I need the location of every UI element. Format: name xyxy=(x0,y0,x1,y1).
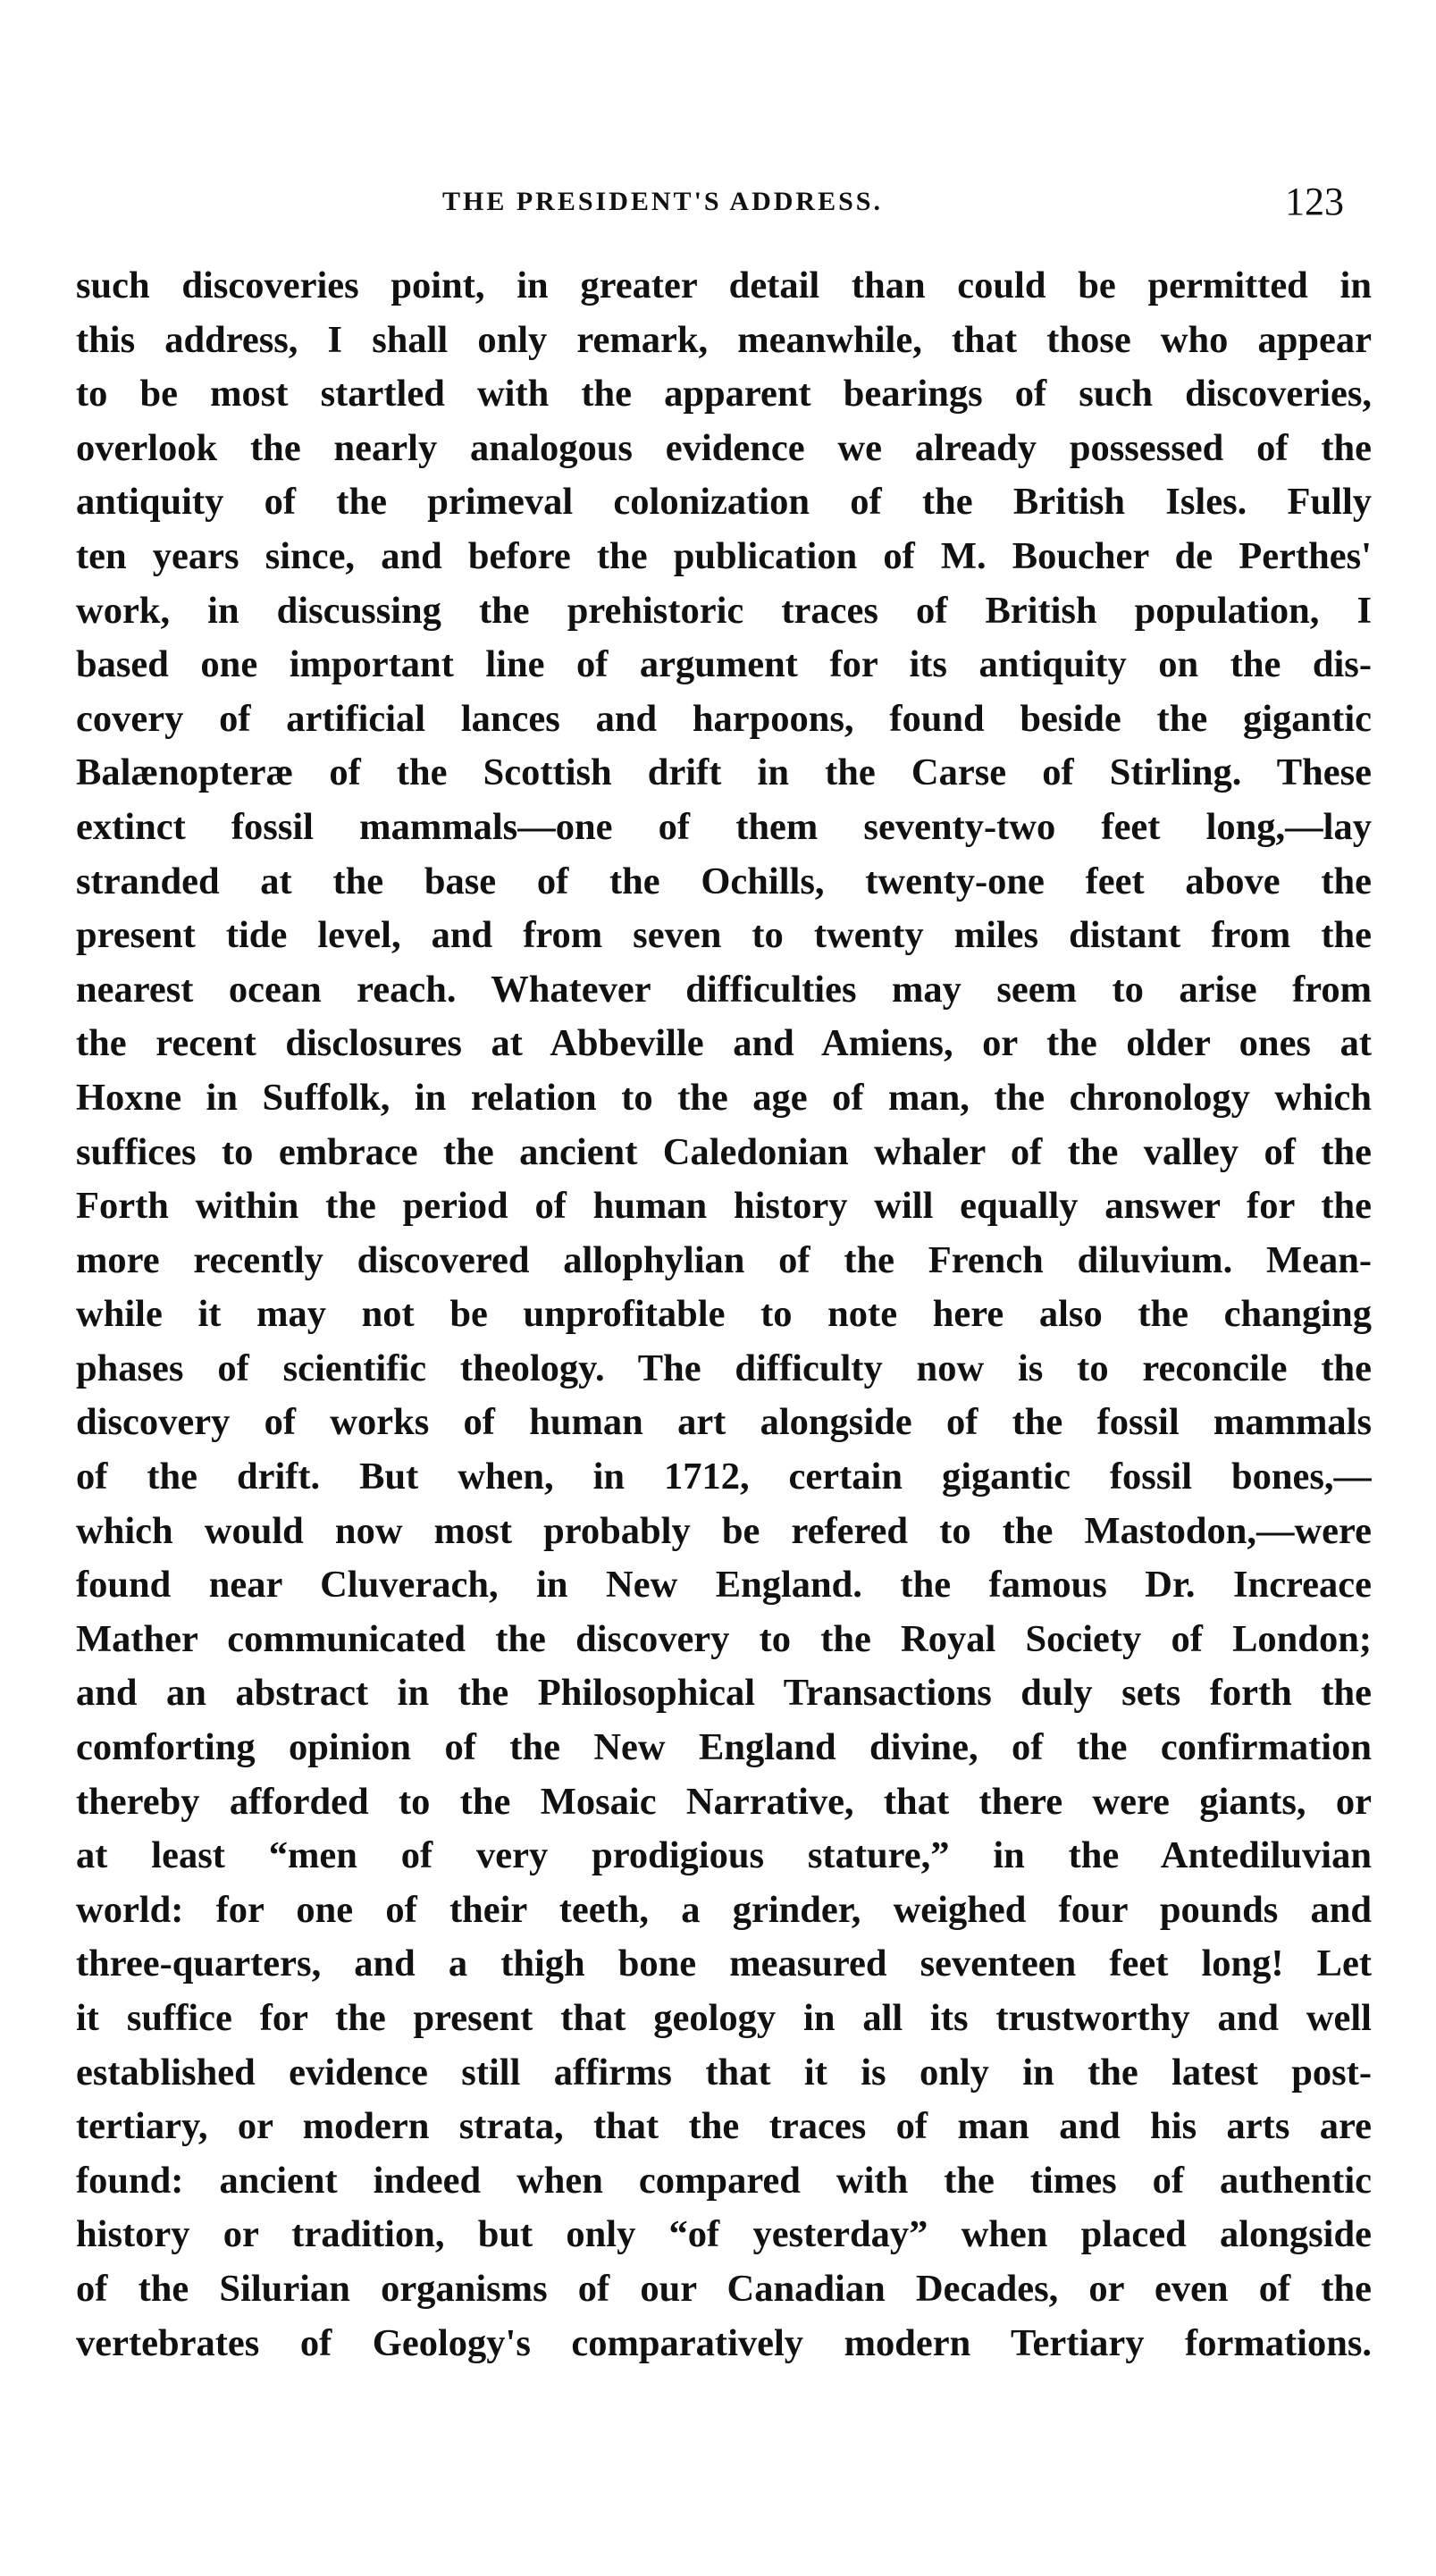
text-line: Forth within the period of human history will equally answer for the xyxy=(76,1185,1372,1228)
text-line: world: for one of their teeth, a grinder, weighed four pounds and xyxy=(76,1888,1372,1931)
page-header xyxy=(0,175,1436,229)
text-line: the recent disclosures at Abbeville and Amiens, or the older ones at xyxy=(76,1022,1372,1065)
text-line: based one important line of argument for its antiquity on the dis- xyxy=(76,643,1372,686)
text-line: nearest ocean reach. Whatever difficulties may seem to arise from xyxy=(76,968,1372,1011)
text-line: three-quarters, and a thigh bone measured seventeen feet long! Let xyxy=(76,1942,1372,1985)
text-line: stranded at the base of the Ochills, twenty-one feet above the xyxy=(76,860,1372,902)
text-line: which would now most probably be refered to the Mastodon,—were xyxy=(76,1509,1372,1552)
text-line: discovery of works of human art alongside of the fossil mammals xyxy=(76,1401,1372,1444)
text-line: vertebrates of Geology's comparatively modern Tertiary formations. xyxy=(76,2321,1372,2364)
text-line: at least “men of very prodigious stature,” in the Antediluvian xyxy=(76,1834,1372,1877)
text-line: phases of scientific theology. The difficulty now is to reconcile the xyxy=(76,1347,1372,1389)
text-line: Balænopteræ of the Scottish drift in the Carse of Stirling. These xyxy=(76,751,1372,794)
text-line: work, in discussing the prehistoric traces of British population, I xyxy=(76,589,1372,632)
text-line: history or tradition, but only “of yesterday” when placed alongside xyxy=(76,2213,1372,2256)
text-line: suffices to embrace the ancient Caledonian whaler of the valley of the xyxy=(76,1130,1372,1173)
running-head: THE PRESIDENT'S ADDRESS. xyxy=(442,187,883,216)
text-line: such discoveries point, in greater detail than could be permitted in xyxy=(76,264,1372,306)
text-line: ten years since, and before the publication of M. Boucher de Perthes' xyxy=(76,534,1372,577)
text-line: while it may not be unprofitable to note here also the changing xyxy=(76,1293,1372,1336)
text-line: more recently discovered allophylian of the French diluvium. Mean- xyxy=(76,1238,1372,1281)
text-line: this address, I shall only remark, meanwhile, that those who appear xyxy=(76,318,1372,361)
text-line: found: ancient indeed when compared with the times of authentic xyxy=(76,2159,1372,2202)
page-number: 123 xyxy=(1285,180,1344,223)
text-line: to be most startled with the apparent bearings of such discoveries, xyxy=(76,373,1372,415)
text-line: found near Cluverach, in New England. the famous Dr. Increace xyxy=(76,1564,1372,1607)
text-line: extinct fossil mammals—one of them seventy-two feet long,—lay xyxy=(76,805,1372,848)
text-line: antiquity of the primeval colonization of the British Isles. Fully xyxy=(76,481,1372,524)
text-line: tertiary, or modern strata, that the traces of man and his arts are xyxy=(76,2105,1372,2148)
text-line: it suffice for the present that geology in all its trustworthy and well xyxy=(76,1997,1372,2039)
body-text xyxy=(76,259,1372,2370)
text-line: established evidence still affirms that it is only in the latest post- xyxy=(76,2051,1372,2094)
text-line: and an abstract in the Philosophical Transactions duly sets forth the xyxy=(76,1672,1372,1715)
text-line: comforting opinion of the New England divine, of the confirmation xyxy=(76,1726,1372,1769)
text-line: present tide level, and from seven to twenty miles distant from the xyxy=(76,914,1372,957)
text-line: Mather communicated the discovery to the Royal Society of London; xyxy=(76,1617,1372,1660)
text-line: Hoxne in Suffolk, in relation to the age of man, the chronology which xyxy=(76,1076,1372,1119)
text-line: covery of artificial lances and harpoons, found beside the gigantic xyxy=(76,697,1372,740)
text-line: thereby afforded to the Mosaic Narrative, that there were giants, or xyxy=(76,1780,1372,1823)
text-line: overlook the nearly analogous evidence we already possessed of the xyxy=(76,426,1372,469)
text-line: of the drift. But when, in 1712, certain gigantic fossil bones,— xyxy=(76,1456,1372,1498)
text-line: of the Silurian organisms of our Canadian Decades, or even of the xyxy=(76,2267,1372,2310)
